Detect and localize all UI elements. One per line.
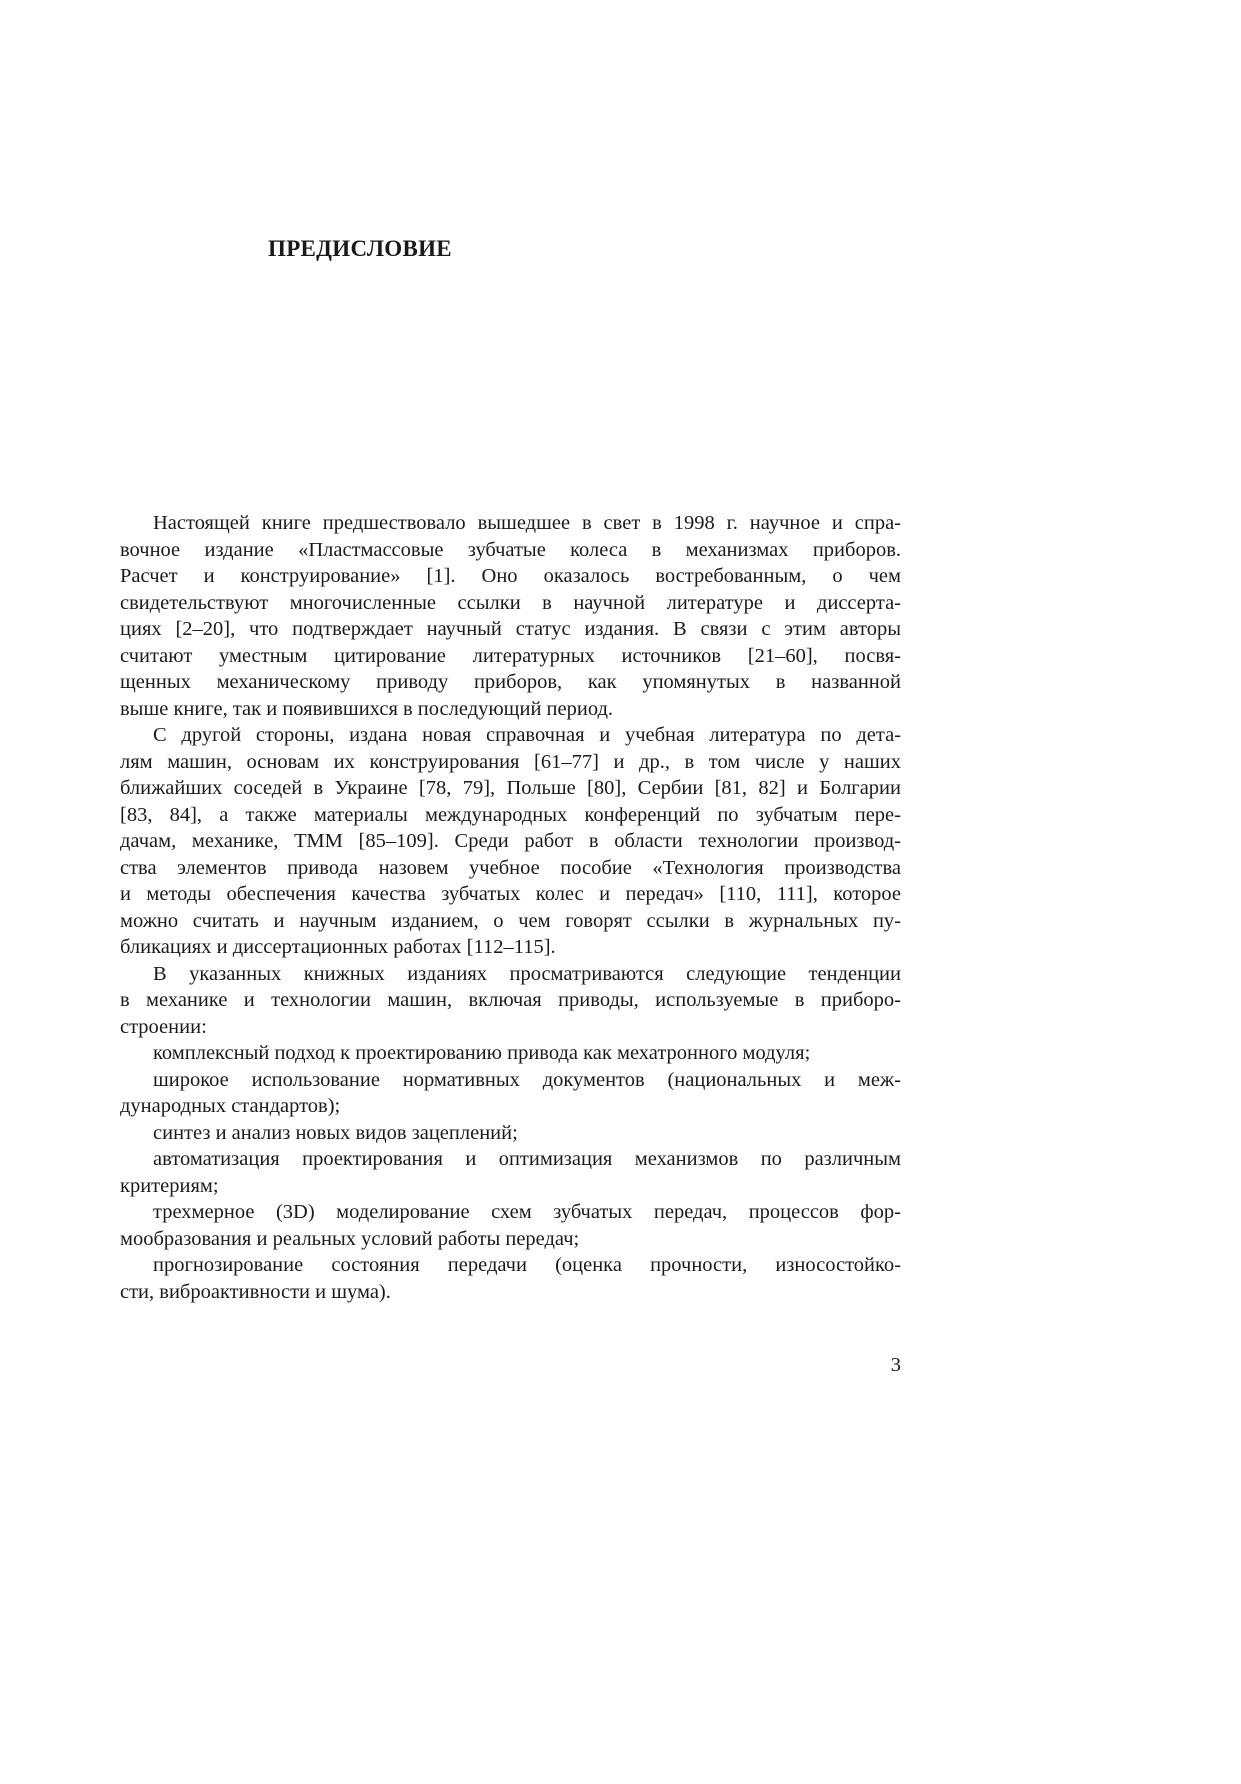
list-item: широкое использование нормативных документов (национальных и меж- xyxy=(153,1068,901,1091)
page-heading: ПРЕДИСЛОВИЕ xyxy=(268,236,452,261)
page-number: 3 xyxy=(890,1354,901,1376)
text-line: в механике и технологии машин, включая приводы, используемые в приборо- xyxy=(120,989,901,1011)
text-line: [83, 84], а также материалы международных конференций по зубчатым пере- xyxy=(120,803,901,826)
text-line: ближайших соседей в Украине [78, 79], Польше [80], Сербии [81, 82] и Болгарии xyxy=(120,777,901,799)
text-line: Настоящей книге предшествовало вышедшее в свет в 1998 г. научное и спра- xyxy=(153,512,901,534)
list-item: прогнозирование состояния передачи (оценка прочности, износостойко- xyxy=(153,1254,901,1276)
text-line: бликациях и диссертационных работах [112–115]. xyxy=(120,936,556,958)
list-item: синтез и анализ новых видов зацеплений; xyxy=(153,1121,518,1144)
text-line: строении: xyxy=(120,1015,207,1038)
text-line: мообразования и реальных условий работы передач; xyxy=(120,1227,580,1250)
text-line: дачам, механике, ТММ [85–109]. Среди работ в области технологии производ- xyxy=(120,830,901,852)
text-line: дународных стандартов); xyxy=(120,1095,341,1117)
text-line: и методы обеспечения качества зубчатых колес и передач» [110, 111], которое xyxy=(120,883,901,905)
text-line: критериям; xyxy=(120,1174,219,1197)
body-text xyxy=(120,510,901,1305)
text-line: сти, виброактивности и шума). xyxy=(120,1280,391,1303)
text-line: ства элементов привода назовем учебное пособие «Технология производства xyxy=(120,856,901,879)
text-line: В указанных книжных изданиях просматриваются следующие тенденции xyxy=(153,962,901,985)
text-line: выше книге, так и появившихся в последующий период. xyxy=(120,697,614,720)
text-line: считают уместным цитирование литературных источников [21–60], посвя- xyxy=(120,644,901,667)
text-line: Расчет и конструирование» [1]. Оно оказалось востребованным, о чем xyxy=(120,565,901,587)
list-item: трехмерное (3D) моделирование схем зубчатых передач, процессов фор- xyxy=(153,1201,901,1223)
text-line: лям машин, основам их конструирования [61–77] и др., в том числе у наших xyxy=(120,750,901,773)
list-item: комплексный подход к проектированию привода как мехатронного модуля; xyxy=(153,1042,811,1064)
text-line: можно считать и научным изданием, о чем говорят ссылки в журнальных пу- xyxy=(120,909,901,932)
text-line: циях [2–20], что подтверждает научный статус издания. В связи с этим авторы xyxy=(120,618,901,640)
text-line: С другой стороны, издана новая справочная и учебная литература по дета- xyxy=(153,724,901,746)
text-line: щенных механическому приводу приборов, как упомянутых в названной xyxy=(120,671,901,693)
text-line: вочное издание «Пластмассовые зубчатые колеса в механизмах приборов. xyxy=(120,538,901,561)
list-item: автоматизация проектирования и оптимизация механизмов по различным xyxy=(153,1148,901,1170)
text-line: свидетельствуют многочисленные ссылки в научной литературе и диссерта- xyxy=(120,591,901,614)
